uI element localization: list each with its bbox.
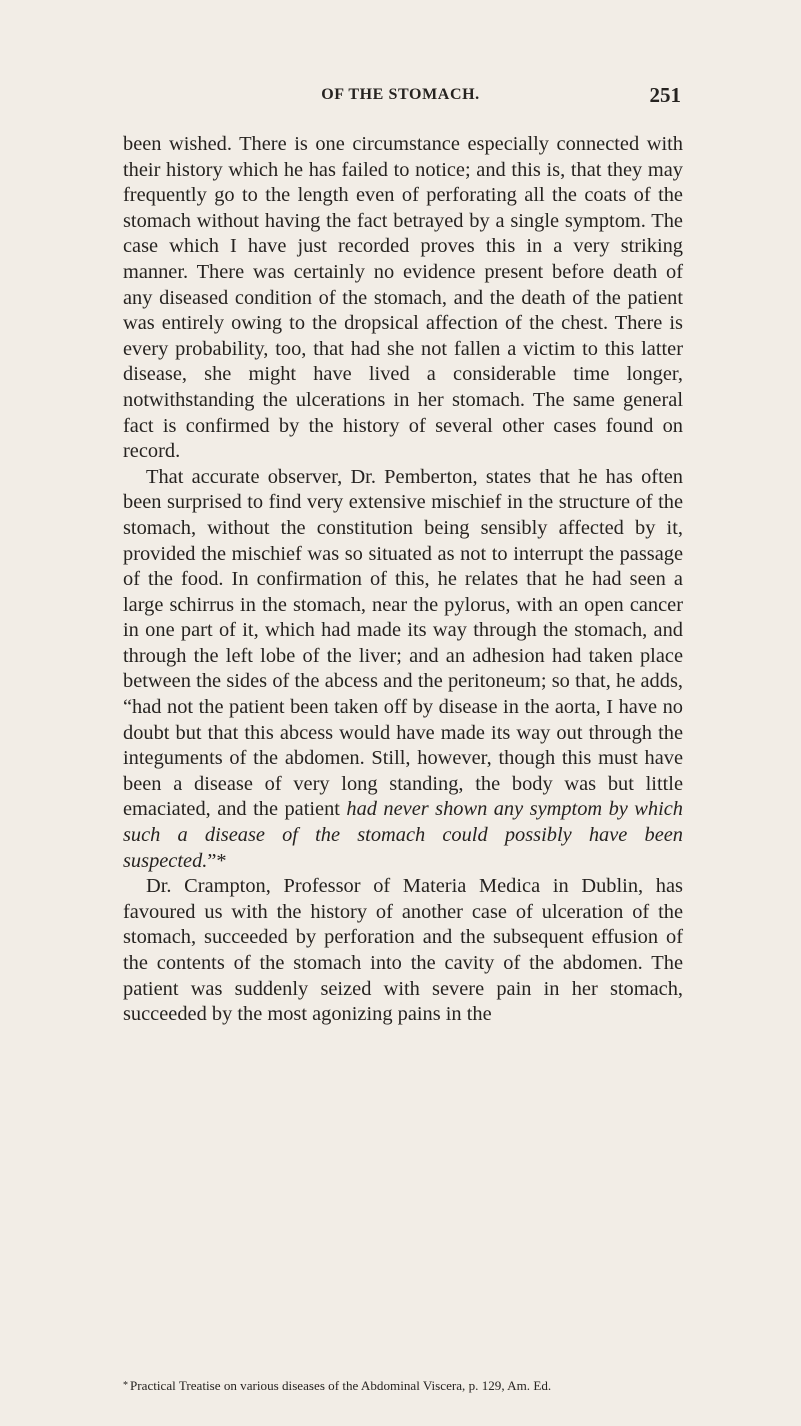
footnote-text: Practical Treatise on various diseases of the Abdominal Viscera, p. 129, Am. Ed. bbox=[130, 1378, 552, 1393]
body-text bbox=[123, 132, 683, 1028]
paragraph-3: Dr. Crampton, Professor of Materia Medica in Dublin, has favoured us with the history of another case of ulceration of the stomach, succeeded by perforation and the subsequent effusion of the contents of the stomach into the cavity of the abdomen. The patient was suddenly seized with severe pain in her stomach, succeeded by the most agonizing pains in the bbox=[123, 875, 683, 1026]
paragraph-2-italic-quote: had never shown any symptom by which such a disease of the stomach could possibly have been suspected. bbox=[123, 798, 683, 872]
page-number: 251 bbox=[649, 83, 681, 107]
running-title: OF THE STOMACH. bbox=[321, 86, 480, 103]
footnote bbox=[123, 1378, 685, 1394]
running-head bbox=[0, 83, 801, 110]
paragraph-2-footnote-ref: ”* bbox=[207, 849, 227, 872]
paragraph-2 bbox=[123, 465, 683, 875]
footnote-mark: * bbox=[123, 1380, 128, 1391]
paragraph-1: been wished. There is one circumstance especially connected with their history which he has failed to notice; and this is, that they may frequently go to the length even of perforating all the coats of the stomach without having the fact betrayed by a single symptom. The case which I have just recorded proves this in a very striking manner. There was certainly no evidence present before death of any diseased condition of the stomach, and the death of the patient was entirely owing to the dropsical affection of the chest. There is every probability, too, that had she not fallen a victim to this latter disease, she might have lived a considerable time longer, notwithstanding the ulcerations in her stomach. The same general fact is confirmed by the history of several other cases found on record. bbox=[123, 133, 683, 463]
paragraph-2-text: That accurate observer, Dr. Pemberton, states that he has often been surprised to find very extensive mischief in the structure of the stomach, without the constitution being sensibly affected by it, provided the mischief was so situated as not to interrupt the passage of the food. In confirmation of this, he relates that he had seen a large schirrus in the stomach, near the pylorus, with an open cancer in one part of it, which had made its way through the stomach, and through the left lobe of the liver; and an adhesion had taken place between the sides of the abcess and the peritoneum; so that, he adds, “had not the patient been taken off by disease in the aorta, I have no doubt but that this abcess would have made its way out through the integuments of the abdomen. Still, however, though this must have been a disease of very long standing, the body was but little emaciated, and the patient bbox=[123, 465, 683, 821]
